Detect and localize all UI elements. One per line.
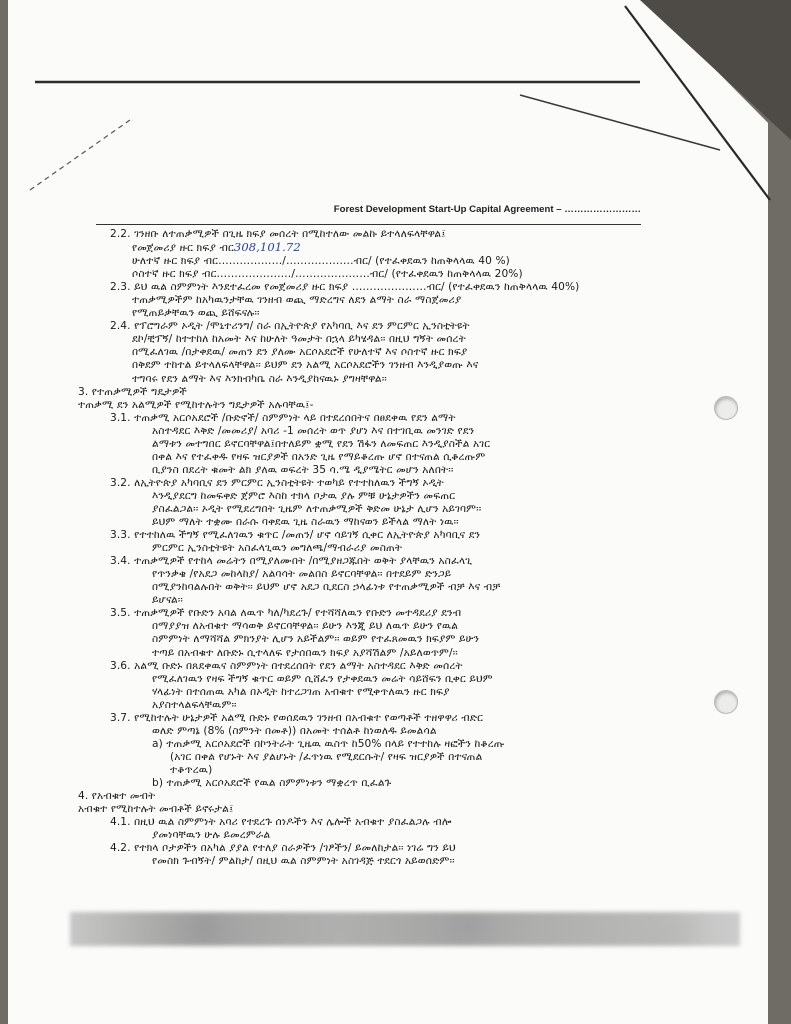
text-line	[78, 647, 732, 660]
line-text: 3.1. ተጠቃሚ አርሶአደሮች /ቡድኖች/ ስምምነት ላይ በተደረሰበትና በፀደቀዉ የደን ልማት	[110, 411, 456, 424]
line-text: አስተዳደር እቅድ /መመሪያ/ አባሪ -1 መሰረት ወጥ ያሆነ እና በተገቢዉ መንገድ የደን	[152, 424, 475, 437]
text-line	[78, 228, 732, 241]
line-text: 2.4. የፕሮግራም ኦዲት /ሞኒተሪንግ/ ስራ በኢትዮጵያ የአካባቢ እና ደን ምርምር ኢንስቲትዩት	[110, 320, 470, 333]
line-text: በቀል እና የተፈቀዱ የዛፍ ዝርያዎች በአንድ ጊዜ የማይቆረጡ ሆኖ በተናጠል ሲቆረጡም	[152, 450, 486, 463]
line-text: እንዲያደርግ ከመፍቀድ ጀምሮ እስከ ተክላ ቦታዉ ያሉ ምቹ ሁኔታዎችን መፍጠር	[152, 489, 456, 502]
line-text: 2.3. ይህ ዉል ስምምነት እንደተፈረመ የመጀመሪያ ዙር ክፍያ …………………ብር/ (የተፈቀደዉን ከጠቅላላዉ 40%)	[110, 281, 580, 294]
line-text: ሶስተኛ ዙር ክፍያ ብር…………………/…………………ብር/ (የተፈቀደዉን ከጠቅላላዉ 20%)	[132, 268, 523, 281]
line-text: ይህም ማለት ተቋሙ በራሱ ባቀደዉ ጊዜ ስራዉን ማከናወን ይችላል ማለት ነዉ፡፡	[152, 516, 459, 529]
text-line	[78, 555, 732, 568]
text-line	[78, 699, 732, 712]
text-line	[78, 725, 732, 738]
line-text: 3.4. ተጠቃሚዎች የተከላ መሬትን በሚያለሙበት /በሚያዘጋጁበት ወቅት ያላቸዉን አስፈላጊ	[110, 555, 473, 568]
text-line	[78, 633, 732, 646]
line-text: 3.6. አልሚ ቡድኑ በጸደቀዉና ስምምነት በተደረሰበት የደን ልማት አስተዳደር እቅድ መሰረት	[110, 659, 463, 672]
text-line	[78, 307, 732, 320]
line-text: a) ተጠቃሚ አርሶአደሮች በኮንትራት ጊዜዉ ዉስጥ ከ50% በላይ የተተከሉ ዛፎችን ከቆረጡ	[152, 737, 505, 750]
line-text: ሁለተኛ ዙር ክፍያ ብር………………/……………….ብር/ (የተፈቀደዉን ከጠቅላላዉ 40 %)	[132, 255, 510, 268]
text-line	[78, 477, 732, 490]
line-text: ደኮ/ቺፕኝ/ ከተተከለ ከአመት እና ከሁለት ዓመታት በኋላ ይካሄዳል፡፡ በዚህ ግኝት መሰረት	[132, 333, 466, 346]
text-line	[78, 816, 732, 829]
text-line	[78, 790, 732, 803]
line-text: ተጠቃሚዎችም ከአካዉንታቸዉ ገንዘብ ወጪ ማድረግና ለደን ልማት ስራ ማስጀመሪያ	[132, 294, 462, 307]
text-line	[78, 829, 732, 842]
text-line	[78, 529, 732, 542]
line-text: አያስተላልፍላቸዉም፡፡	[152, 698, 237, 711]
line-text: ተጣይ በአብቁተ ለቡድኑ ሲተላለፍ የታሰበዉን ክፍያ አያሻሽልም /አይለወጥም/፡፡	[152, 646, 458, 659]
text-line	[78, 581, 732, 594]
line-text: ተቆጥረዉ)	[170, 763, 213, 776]
text-line	[78, 268, 732, 281]
line-text: የጥንቃቄ /የአደጋ መከላከያ/ አልባሳት መልበስ ይኖርባቸዋል፡፡ በተደይም ድንጋይ	[152, 568, 452, 581]
line-text: 4.2. የተክላ ቦታዎችን በአካል ያያል የተለያ ስራዎችን /ገፆችን/ ይመለከታል፡፡ ነገሬ ግን ይህ	[110, 842, 456, 855]
text-line	[78, 855, 732, 868]
text-line	[78, 516, 732, 529]
text-line	[78, 399, 732, 412]
text-line	[78, 712, 732, 725]
text-line	[78, 281, 732, 294]
line-text: ልማቱን መተግበር ይኖርባቸዋል፤በተለይም ቋሚ የደን ሽፋን ለመፍጠር እንዲያስችል አገር	[152, 437, 491, 450]
text-line	[78, 542, 732, 555]
line-text: ያስፈልጋል፡፡ ኦዲት የሚደረግበት ጊዜም ለተጠቃሚዎች ቅድመ ሁኔታ ሊሆን አይገባም፡፡	[152, 502, 482, 515]
text-line	[78, 842, 732, 855]
text-line	[78, 359, 732, 372]
text-line	[78, 464, 732, 477]
text-line	[78, 751, 732, 764]
line-text: አብቁተ የሚከተሉት መብቶች ይኖሩታል፤	[78, 803, 234, 816]
text-line	[78, 660, 732, 673]
text-line	[78, 333, 732, 346]
text-line	[78, 503, 732, 516]
text-line	[78, 607, 732, 620]
line-text: ይሆናል፡፡	[152, 594, 183, 607]
line-text: በሚያንከባልሉበት ወቅት፡፡ ይህም ሆኖ አደጋ ቢደርስ ኃላፊነቱ የተጠቃሚዎች ብቻ እና ብቻ	[152, 581, 501, 594]
line-text: ስምምነት ለማሻሻል ምክንያት ሊሆን አይችልም፡፡ ወይም የተፈጸመዉን ክፍያም ይሁን	[152, 633, 480, 646]
text-line	[78, 738, 732, 751]
text-line	[78, 451, 732, 464]
text-line	[78, 373, 732, 386]
line-text: 3.5. ተጠቃሚዎች የቡድን አባል ለዉጥ ካለ/ካደረጉ/ የተሻሻለዉን የቡድን መተዳደሪያ ደንብ	[110, 607, 462, 620]
line-text: 4. የአብቁተ መብት	[78, 790, 156, 803]
text-line	[78, 346, 732, 359]
line-text: የመስክ ጉብኝት/ ምልከታ/ በዚህ ዉል ስምምነት አስገዳጅ ተደርጎ አይወሰድም፡፡	[152, 855, 455, 868]
text-line	[78, 320, 732, 333]
text-line	[78, 386, 732, 399]
line-text: ያመነባቸዉን ሁሉ ይመረምራል	[152, 829, 271, 842]
text-line	[78, 438, 732, 451]
text-line	[78, 294, 732, 307]
line-text: የመጀመሪያ ዙር ክፍያ ብር	[132, 242, 234, 255]
line-text: b) ተጠቃሚ አርሶአደሮች የዉል ስምምነቱን ማቋረጥ ቢፈልጉ	[152, 776, 392, 789]
text-line	[78, 255, 732, 268]
line-text: የሚፈለገዉን የዛፍ ችግኝ ቁጥር ወይም ሲሸፈን የታቀደዉን መሬት ሳይሸፍን ቢቀር ይህም	[152, 672, 493, 685]
text-line	[78, 777, 732, 790]
text-line	[78, 686, 732, 699]
text-line	[78, 803, 732, 816]
line-text: 4.1. በዚህ ዉል ስምምነት አባሪ የተደረጉ ሰነዶችን እና ሌሎች አብቁተ ያስፈልጋሉ ብሎ	[110, 816, 452, 829]
text-line	[78, 241, 732, 255]
line-text: (አገር በቀል የሆኑት እና ያልሆኑት /ፈጥነዉ የሚደርሱት/ የዛፍ ዝርያዎች በተናጠል	[170, 750, 483, 763]
text-line	[78, 425, 732, 438]
document-header	[96, 204, 641, 225]
line-text: 3.2. ለኢትዮጵያ አካባቢና ደን ምርምር ኢንስቲትዩት ተወካይ የተተከለዉን ችግኝ ኦዲት	[110, 476, 444, 489]
text-line	[78, 764, 732, 777]
text-line	[78, 568, 732, 581]
document-body	[78, 228, 732, 868]
line-text: 2.2. ገንዘቡ ለተጠቃሚዎች በጊዜ ክፍያ መሰረት በሚከተለው መልኩ ይተላለፍላቸዋል፤	[110, 228, 446, 240]
line-text: በሚፈለገዉ /በታቀደዉ/ መጠን ደን ያለሙ አርሶአደሮች የሁለተኛ እና ሶስተኛ ዙር ክፍያ	[132, 346, 468, 359]
line-text: ቢያንስ በደረት ቁመት ልክ ያለዉ ወፍረት 35 ሳ.ሜ ዲያሜትር መሆን አለበት፡፡	[152, 463, 454, 476]
handwritten-amount: 308,101.72	[233, 241, 301, 255]
text-line	[78, 412, 732, 425]
line-text: ተጠቃሚ ደን አልሚዎች የሚከተሉትን ግዴታዎች አሉባቸዉ፤-	[78, 398, 314, 411]
text-line	[78, 620, 732, 633]
text-line	[78, 594, 732, 607]
header-title: Forest Development Start-Up Capital Agreement – ……………………	[333, 204, 641, 215]
line-text: የሚጠይቃቸዉን ወጪ ይሸፍናሉ፡፡	[132, 307, 260, 320]
text-line	[78, 490, 732, 503]
line-text: 3.3. የተተከለዉ ችግኝ የሚፈለገዉን ቁጥር /መጠን/ ሆኖ ሳይገኝ ሲቀር ለኢትዮጵያ አካባቢና ደን	[110, 529, 481, 542]
line-text: ወለድ ምጣኔ (8% (ስምንት በመቶ)) በአመት ተሰልቶ ከነወለዱ ይመልሳል	[152, 724, 437, 737]
line-text: በቅደም ተከተል ይተላለፍላቸዋል፡፡ ይህም ደን አልሚ አርሶአደሮችን ገንዘብ እንዲያወጡ እና	[132, 359, 479, 372]
line-text: ተግባሩ የደን ልማት እና እንክብካቤ ስራ እንዲያከናዉኑ ያግዛቸዋል፡፡	[132, 372, 387, 385]
line-text: በማያያዝ ለአብቁተ ማሳወቅ ይኖርባቸዋል፡፡ ይሁን እንጂ ይህ ለዉጥ ይሁን የዉል	[152, 620, 459, 633]
text-line	[78, 673, 732, 686]
line-text: 3. የተጠቃሚዎች ግዴታዎች	[78, 385, 188, 398]
line-text: 3.7. የሚከተሉት ሁኔታዎች አልሚ ቡድኑ የወሰደዉን ገንዘብ በአብቁተ የወጣቶች ተዘዋዋሪ ብድር	[110, 711, 484, 724]
line-text: ምርምር ኢንስቲትዩት አስፈላጊዉን መግለጫ/ማብራሪያ መስጠት	[152, 542, 403, 555]
line-text: ሃላፊነት በተሰጠዉ አካል በኦዲት ከተረጋገጠ አብቁተ የሚቀጥለዉን ዙር ክፍያ	[152, 685, 450, 698]
